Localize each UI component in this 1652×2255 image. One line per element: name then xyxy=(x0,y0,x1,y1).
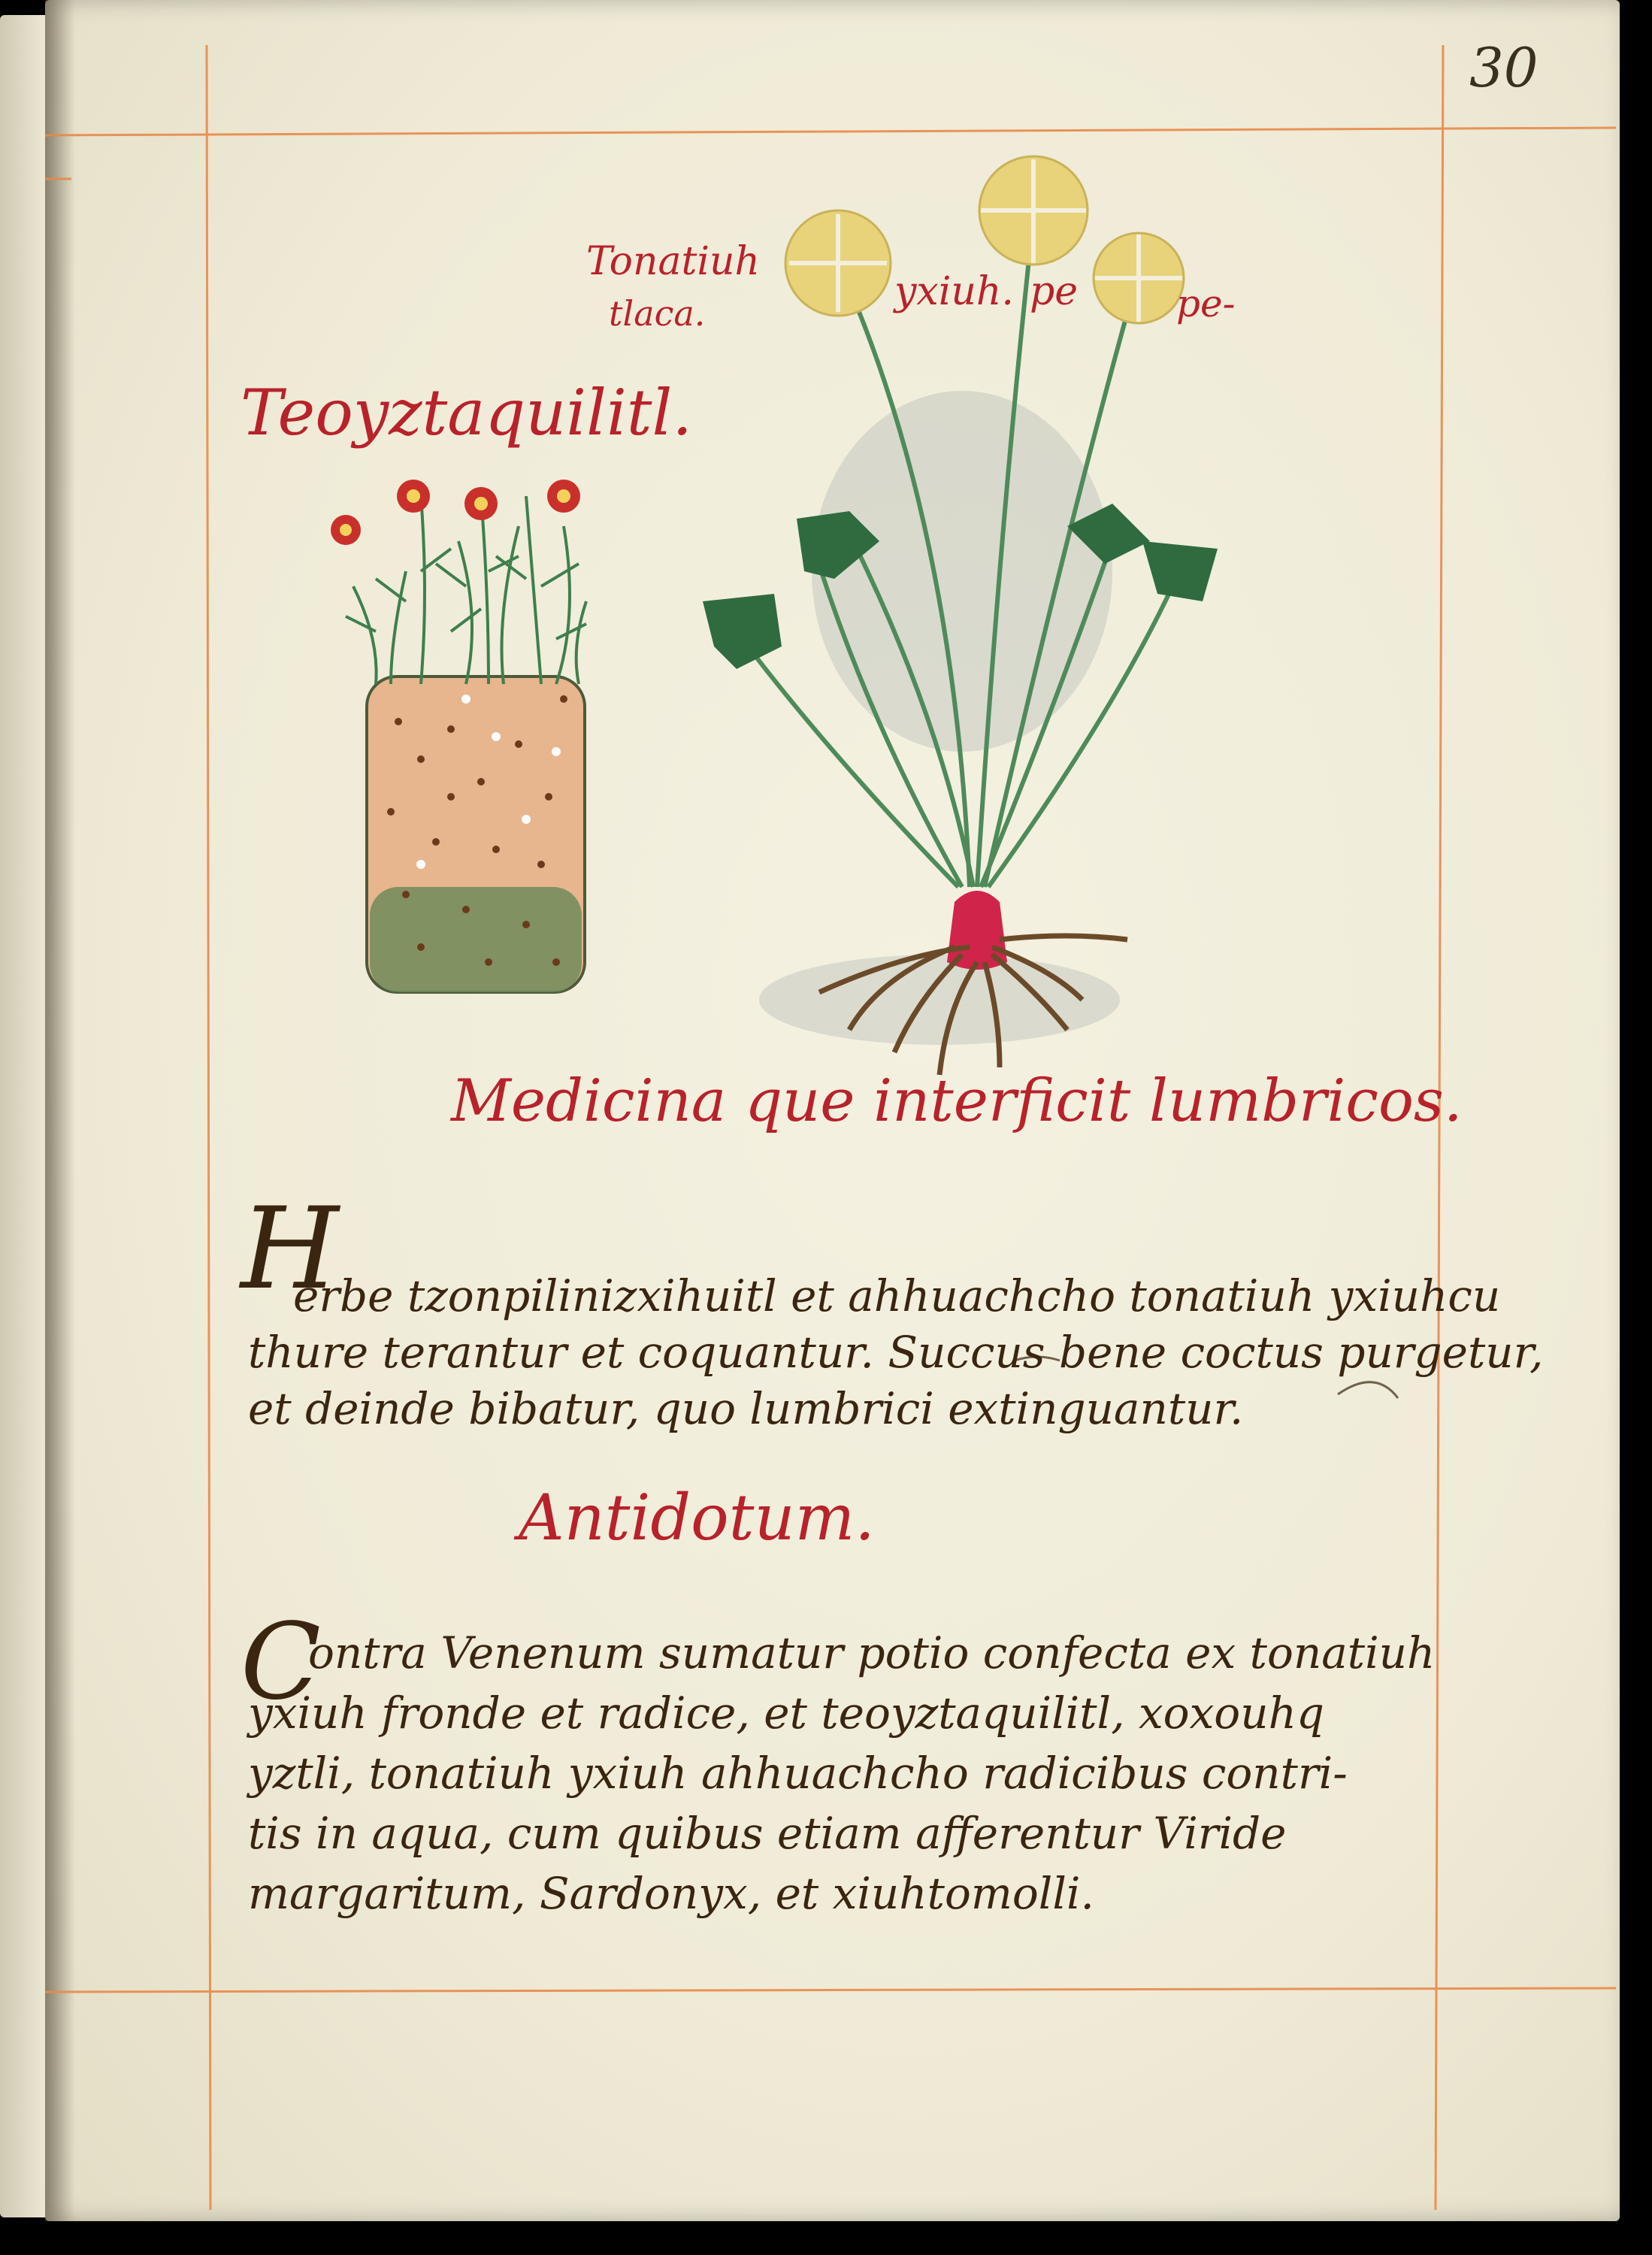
teoyztaquilitl-illustration xyxy=(331,480,586,992)
recipe-line-3: et deinde bibatur, quo lumbrici extinguantur. xyxy=(248,1383,1244,1434)
recipe-heading: Medicina que interficit lumbricos. xyxy=(451,1067,1463,1135)
antidote-line-2: yxiuh fronde et radice, et teoyztaquilitl, xoxouhq xyxy=(248,1687,1325,1739)
red-flowers xyxy=(331,480,580,545)
recipe-initial-letter: H xyxy=(241,1184,339,1315)
plant-label-teoyztaquilitl: Teoyztaquilitl. xyxy=(241,376,693,449)
antidote-initial-letter: C xyxy=(241,1601,322,1724)
antidote-line-3: yztli, tonatiuh yxiuh ahhuachcho radicibus contri- xyxy=(248,1748,1348,1799)
antidote-line-4: tis in aqua, cum quibus etiam afferentur Viride xyxy=(248,1808,1287,1859)
plant-label-yxiuh: yxiuh. xyxy=(894,269,1014,314)
antidote-line-1: ontra Venenum sumatur potio confecta ex tonatiuh xyxy=(308,1627,1436,1678)
plant-label-tlaca: tlaca. xyxy=(609,293,706,334)
antidote-heading: Antidotum. xyxy=(519,1481,875,1554)
antidote-line-5: margaritum, Sardonyx, et xiuhtomolli. xyxy=(248,1868,1094,1919)
plant-label-pe-continued: pe- xyxy=(1176,282,1236,325)
recipe-line-2: thure terantur et coquantur. Succus bene coctus purgetur, xyxy=(248,1327,1544,1378)
plant-label-tonatiuh: Tonatiuh xyxy=(586,239,760,284)
plant-label-pe: pe xyxy=(1030,269,1079,314)
recipe-line-1: erbe tzonpilinizxihuitl et ahhuachcho tonatiuh yxiuhcu xyxy=(293,1270,1501,1321)
bleed-through-ghost xyxy=(759,391,1120,1045)
folio-number: 30 xyxy=(1469,36,1539,99)
